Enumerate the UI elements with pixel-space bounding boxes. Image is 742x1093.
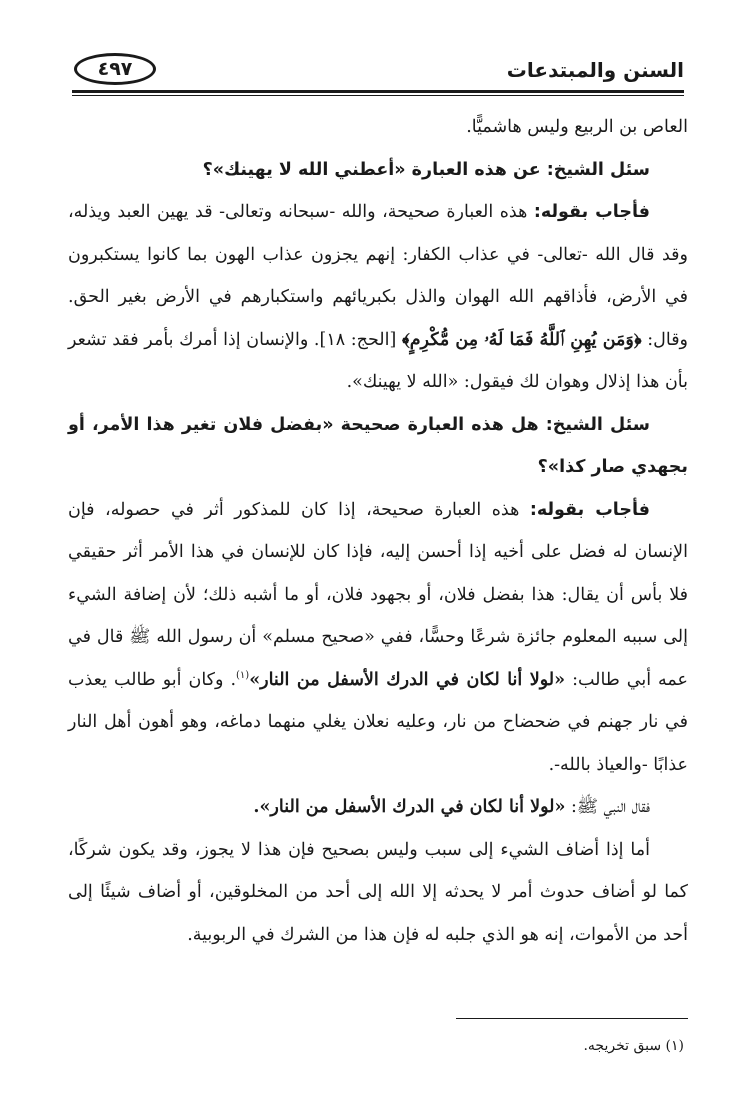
answer-lead: فأجاب بقوله: bbox=[529, 499, 650, 520]
header-rule bbox=[72, 90, 684, 93]
hadith-quote: «لولا أنا لكان في الدرك الأسفل من النار». bbox=[253, 797, 566, 817]
header-rule-thin bbox=[72, 95, 684, 96]
answer-lead: فأجاب بقوله: bbox=[533, 202, 650, 222]
footnote-rule bbox=[456, 1018, 688, 1019]
question-1: سئل الشيخ: عن هذه العبارة «أعطني الله لا يهينك»؟ bbox=[202, 159, 650, 180]
page-number-badge: ٤٩٧ bbox=[74, 53, 156, 85]
footnote-reference[interactable]: (١) bbox=[236, 669, 250, 681]
question-2: سئل الشيخ: هل هذه العبارة صحيحة «بفضل فلان تغير هذا الأمر، أو بجهدي صار كذا»؟ bbox=[68, 414, 688, 477]
page-body bbox=[68, 106, 688, 956]
quran-verse: ﴿وَمَن يُهِنِ ٱللَّهُ فَمَا لَهُۥ مِن مُّكْرِمٍ﴾ bbox=[401, 329, 642, 350]
paragraph-4: أما إذا أضاف الشيء إلى سبب وليس بصحيح فإن هذا لا يجوز، وقد يكون شركًا، كما لو أضاف حدوث أمر لا يحدثه إلا الله إلى أحد من المخلوقين، أو أضاف شيئًا إلى أحد من الأموات، إنه هو الذي جلبه له فإن هذا من الشرك في الربوبية. bbox=[68, 839, 688, 945]
paragraph-continuation: العاص بن الربيع وليس هاشميًّا. bbox=[466, 117, 688, 137]
running-title: السنن والمبتدعات bbox=[506, 58, 684, 82]
hadith-quote: «لولا أنا لكان في الدرك الأسفل من النار» bbox=[249, 669, 566, 690]
paragraph-3: فقال النبي ﷺ: «لولا أنا لكان في الدرك الأسفل من النار». bbox=[253, 797, 650, 817]
footnote: (١) سبق تخريجه. bbox=[583, 1038, 684, 1054]
answer-1: فأجاب بقوله: هذه العبارة صحيحة، والله -سبحانه وتعالى- قد يهين العبد ويذله، وقد قال الله -تعالى- في عذاب الكفار: إنهم يجزون عذاب الهون بما كانوا يستكبرون في الأرض، فأذاقهم الله الهوان والذل بكبريائهم واستكبارهم في الأرض بغير الحق. وقال: ﴿وَمَن يُهِنِ ٱللَّهُ فَمَا لَهُۥ مِن مُّكْرِمٍ﴾ [الحج: ١٨]. والإنسان إذا أمرك بأمر فقد تشعر بأن هذا إذلال وهوان لك فيقول: «الله لا يهينك». bbox=[68, 202, 689, 392]
answer-2: فأجاب بقوله: هذه العبارة صحيحة، إذا كان للمذكور أثر في حصوله، فإن الإنسان له فضل على أخيه إذا أحسن إليه، فإذا كان للإنسان في هذا الأمر أثر حقيقي فلا بأس أن يقال: هذا بفضل فلان، أو بجهود فلان، أو ما أشبه ذلك؛ لأن إضافة الشيء إلى سببه المعلوم جائزة شرعًا وحسًّا، ففي «صحيح مسلم» أن رسول الله ﷺ قال في عمه أبي طالب: «لولا أنا لكان في الدرك الأسفل من النار»$^{(١)}$. وكان أبو طالب يعذب في نار جهنم في ضحضاح من نار، وعليه نعلان يغلي منهما دماغه، وهو أهون أهل النار عذابًا -والعياذ بالله-. bbox=[68, 499, 688, 775]
page-header bbox=[72, 50, 684, 92]
